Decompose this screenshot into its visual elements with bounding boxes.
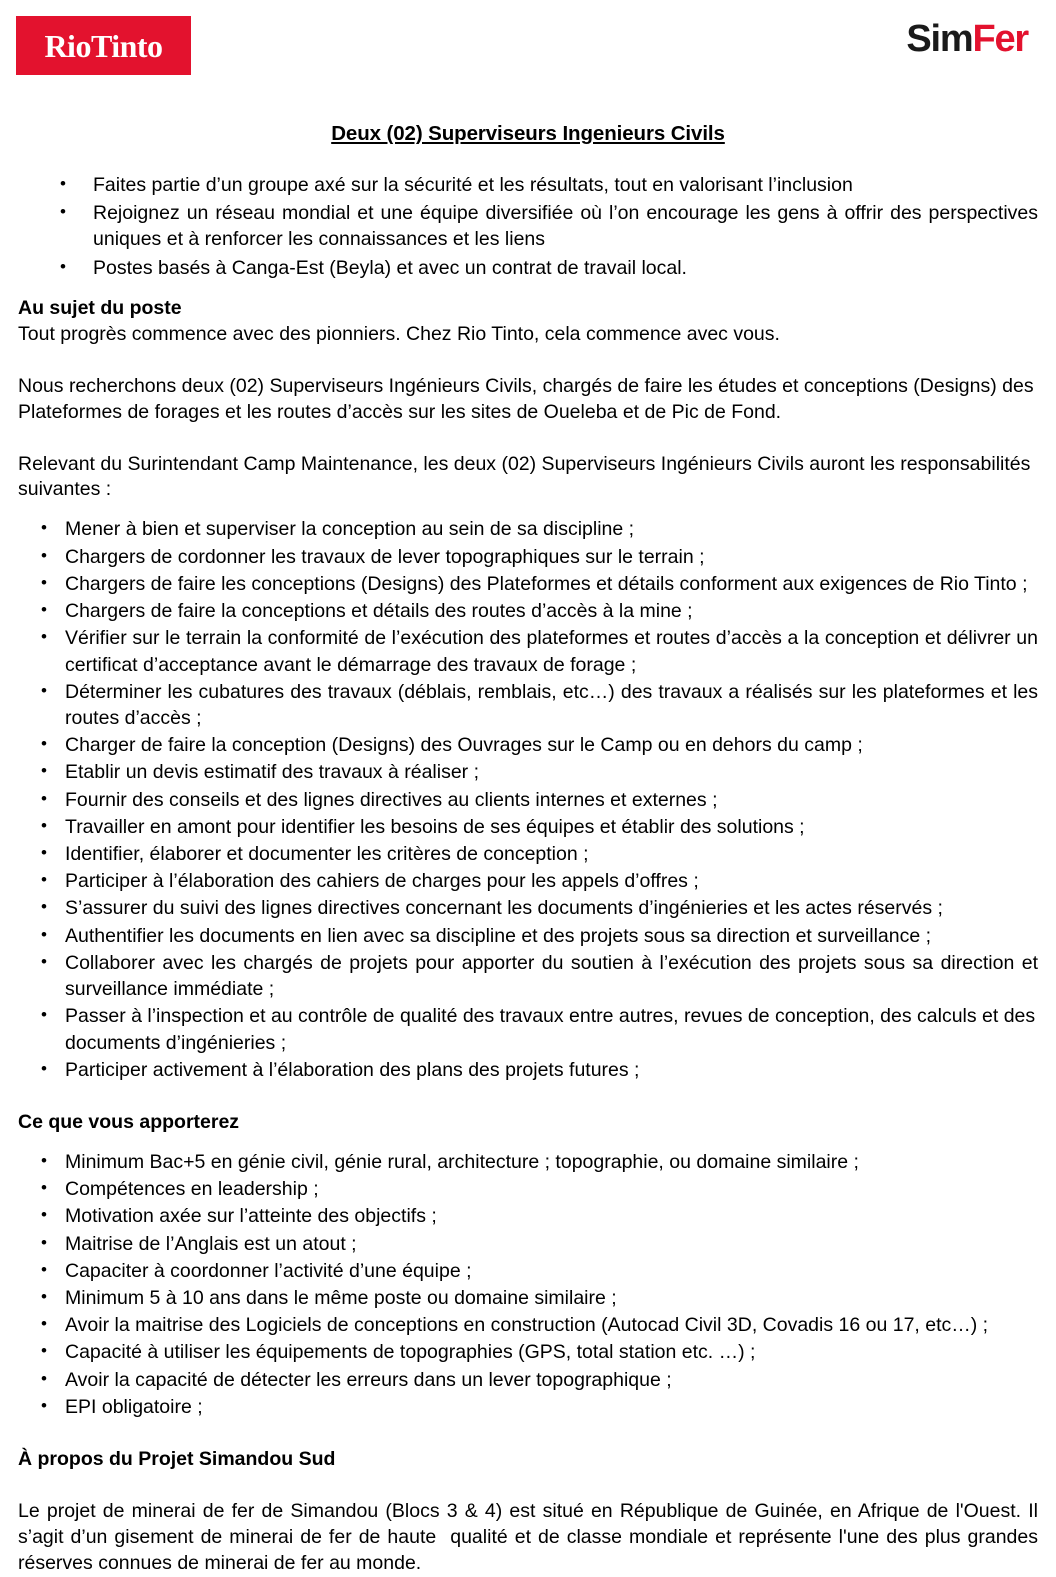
list-item: • Etablir un devis estimatif des travaux à réaliser ; [18, 759, 1038, 785]
list-item: • Rejoignez un réseau mondial et une équipe diversifiée où l’on encourage les gens à offrir des perspectives uniques et à renforcer les connaissances et les liens [18, 200, 1038, 252]
list-item: • Collaborer avec les chargés de projets pour apporter du soutien à l’exécution des projets sous sa direction et surveillance immédiate ; [18, 950, 1038, 1002]
document-body [0, 122, 1056, 1577]
simfer-logo-sim: Sim [906, 18, 973, 60]
about-role-lead: Tout progrès commence avec des pionniers. Chez Rio Tinto, cela commence avec vous. [18, 322, 780, 345]
list-item: • S’assurer du suivi des lignes directives concernant les documents d’ingénieries et les actes réservés ; [18, 895, 1038, 921]
requirements-list [18, 1149, 1038, 1420]
list-item: • Vérifier sur le terrain la conformité de l’exécution des plateformes et routes d’accès a la conception et délivrer un certificat d’acceptance avant le démarrage des travaux de forage ; [18, 625, 1038, 677]
list-item: • Chargers de cordonner les travaux de lever topographiques sur le terrain ; [18, 544, 1038, 570]
simfer-logo-fer: Fer [972, 18, 1028, 60]
spacer [18, 146, 1038, 172]
list-item: • Passer à l’inspection et au contrôle de qualité des travaux entre autres, revues de conception, des calculs et des documents d’ingénieries ; [18, 1003, 1038, 1055]
list-item: • Motivation axée sur l’atteinte des objectifs ; [18, 1203, 1038, 1229]
spacer [18, 1473, 1038, 1499]
list-item: • Travailler en amont pour identifier les besoins de ses équipes et établir des solutions ; [18, 814, 1038, 840]
list-item: • Maitrise de l’Anglais est un atout ; [18, 1231, 1038, 1257]
spacer [18, 426, 1038, 452]
list-item: • Avoir la capacité de détecter les erreurs dans un lever topographique ; [18, 1367, 1038, 1393]
spacer [18, 283, 1038, 296]
page-title: Deux (02) Superviseurs Ingenieurs Civils [331, 122, 725, 145]
list-item: • Participer activement à l’élaboration des plans des projets futures ; [18, 1057, 1038, 1083]
list-item: • EPI obligatoire ; [18, 1394, 1038, 1420]
section-heading-about-role: Au sujet du poste [18, 296, 182, 319]
list-item: • Participer à l’élaboration des cahiers de charges pour les appels d’offres ; [18, 868, 1038, 894]
spacer [18, 1421, 1038, 1447]
spacer [18, 503, 1038, 516]
list-item: • Minimum Bac+5 en génie civil, génie rural, architecture ; topographie, ou domaine similaire ; [18, 1149, 1038, 1175]
list-item: • Mener à bien et superviser la conception au sein de sa discipline ; [18, 516, 1038, 542]
riotinto-logo-wordmark: RioTinto [44, 27, 163, 64]
about-role-paragraph-1: Nous recherchons deux (02) Superviseurs Ingénieurs Civils, chargés de faire les études et conceptions (Designs) des Plateformes de forages et les routes d’accès sur les sites de Oueleba et de Pic de Fond. [18, 374, 1040, 423]
list-item: • Identifier, élaborer et documenter les critères de conception ; [18, 841, 1038, 867]
list-item: • Compétences en leadership ; [18, 1176, 1038, 1202]
spacer [18, 1084, 1038, 1110]
list-item: • Chargers de faire la conceptions et détails des routes d’accès à la mine ; [18, 598, 1038, 624]
list-item: • Postes basés à Canga-Est (Beyla) et avec un contrat de travail local. [18, 255, 1038, 281]
about-role-paragraph-2: Relevant du Surintendant Camp Maintenance, les deux (02) Superviseurs Ingénieurs Civils auront les responsabilités suivantes : [18, 452, 1036, 501]
list-item: • Déterminer les cubatures des travaux (déblais, remblais, etc…) des travaux a réalisés sur les plateformes et les routes d’accès ; [18, 679, 1038, 731]
intro-bullet-list [18, 172, 1038, 281]
responsibilities-list [18, 516, 1038, 1083]
about-project-paragraph: Le projet de minerai de fer de Simandou (Blocs 3 & 4) est situé en République de Guinée, en Afrique de l'Ouest. Il s’agit d’un gisement de minerai de fer de haute qualité et de classe mondiale et représente l'une des plus grandes réserves connues de minerai de fer au monde. [18, 1500, 1044, 1574]
simfer-logo [906, 20, 1028, 58]
list-item: • Faites partie d’un groupe axé sur la sécurité et les résultats, tout en valorisant l’inclusion [18, 172, 1038, 198]
list-item: • Fournir des conseils et des lignes directives au clients internes et externes ; [18, 787, 1038, 813]
riotinto-logo [16, 16, 191, 75]
list-item: • Minimum 5 à 10 ans dans le même poste ou domaine similaire ; [18, 1285, 1038, 1311]
spacer [18, 1136, 1038, 1149]
spacer [18, 348, 1038, 374]
list-item: • Avoir la maitrise des Logiciels de conceptions en construction (Autocad Civil 3D, Covadis 16 ou 17, etc…) ; [18, 1312, 1038, 1338]
page-header [0, 0, 1056, 96]
list-item: • Authentifier les documents en lien avec sa discipline et des projets sous sa direction et surveillance ; [18, 923, 1038, 949]
list-item: • Capacité à utiliser les équipements de topographies (GPS, total station etc. …) ; [18, 1339, 1038, 1365]
list-item: • Chargers de faire les conceptions (Designs) des Plateformes et détails conforment aux exigences de Rio Tinto ; [18, 571, 1038, 597]
section-heading-what-you-bring: Ce que vous apporterez [18, 1111, 240, 1133]
section-heading-about-project: À propos du Projet Simandou Sud [18, 1448, 336, 1471]
list-item: • Charger de faire la conception (Designs) des Ouvrages sur le Camp ou en dehors du camp ; [18, 732, 1038, 758]
list-item: • Capaciter à coordonner l’activité d’une équipe ; [18, 1258, 1038, 1284]
